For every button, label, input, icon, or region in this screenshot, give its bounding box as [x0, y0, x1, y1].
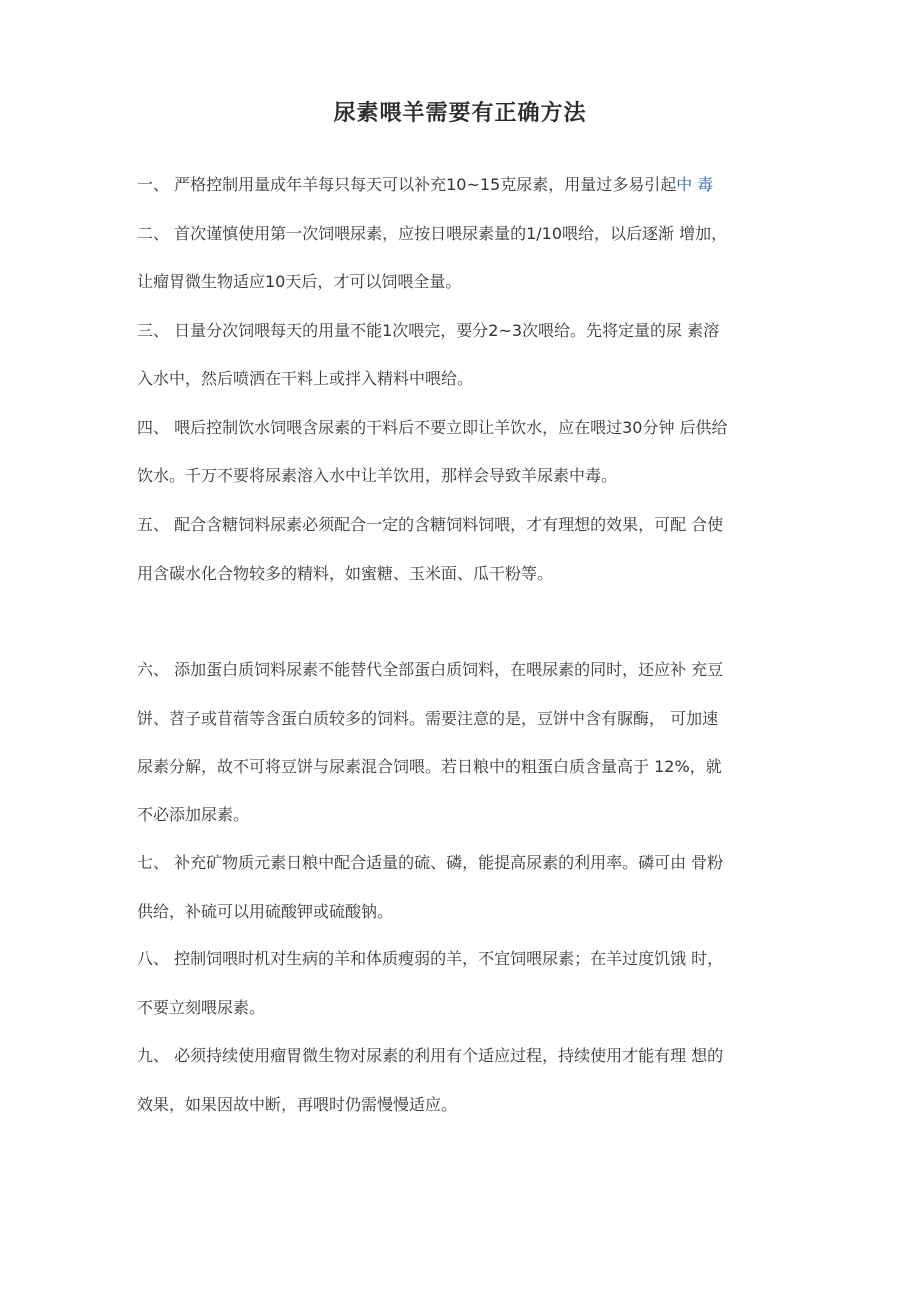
text-line: 入水中，然后喷洒在干料上或拌入精料中喂给。 [137, 369, 474, 388]
document-title: 尿素喂羊需要有正确方法 [333, 101, 587, 126]
text-line [137, 173, 787, 197]
text-line: 二、 首次谨慎使用第一次饲喂尿素，应按日喂尿素量的1/10喂给，以后逐渐 增加， [137, 224, 728, 243]
text-line: 效果，如果因故中断，再喂时仍需慢慢适应。 [137, 1095, 458, 1114]
text-line: 不必添加尿素。 [137, 805, 250, 824]
text-line: 七、 补充矿物质元素日粮中配合适量的硫、磷，能提高尿素的利用率。磷可由 骨粉 [137, 853, 724, 872]
text-line-main: 一、 严格控制用量成年羊每只每天可以补充10~15克尿素，用量过多易引起 [137, 175, 677, 194]
text-line: 让瘤胃微生物适应10天后，才可以饲喂全量。 [137, 272, 462, 291]
text-line: 尿素分解，故不可将豆饼与尿素混合饲喂。若日粮中的粗蛋白质含量高于 12%，就 [137, 757, 722, 776]
text-line: 九、 必须持续使用瘤胃微生物对尿素的利用有个适应过程，持续使用才能有理 想的 [137, 1046, 724, 1065]
text-line: 四、 喂后控制饮水饲喂含尿素的干料后不要立即让羊饮水，应在喂过30分钟 后供给 [137, 418, 728, 437]
text-line: 五、 配合含糖饲料尿素必须配合一定的含糖饲料饲喂，才有理想的效果，可配 合使 [137, 515, 724, 534]
text-line: 八、 控制饲喂时机对生病的羊和体质瘦弱的羊，不宜饲喂尿素；在羊过度饥饿 时， [137, 949, 724, 968]
text-line: 不要立刻喂尿素。 [137, 998, 266, 1017]
text-line: 饼、苕子或苜蓿等含蛋白质较多的饲料。需要注意的是，豆饼中含有脲酶， 可加速 [137, 709, 719, 728]
text-line: 六、 添加蛋白质饲料尿素不能替代全部蛋白质饲料，在喂尿素的同时，还应补 充豆 [137, 660, 724, 679]
highlighted-text: 中 毒 [676, 175, 714, 194]
text-line: 三、 日量分次饲喂每天的用量不能1次喂完，要分2~3次喂给。先将定量的尿 素溶 [137, 321, 720, 340]
text-line: 饮水。千万不要将尿素溶入水中让羊饮用，那样会导致羊尿素中毒。 [137, 466, 618, 485]
text-line: 用含碳水化合物较多的精料，如蜜糖、玉米面、瓜干粉等。 [137, 564, 554, 583]
text-line: 供给，补硫可以用硫酸钾或硫酸钠。 [137, 902, 394, 921]
